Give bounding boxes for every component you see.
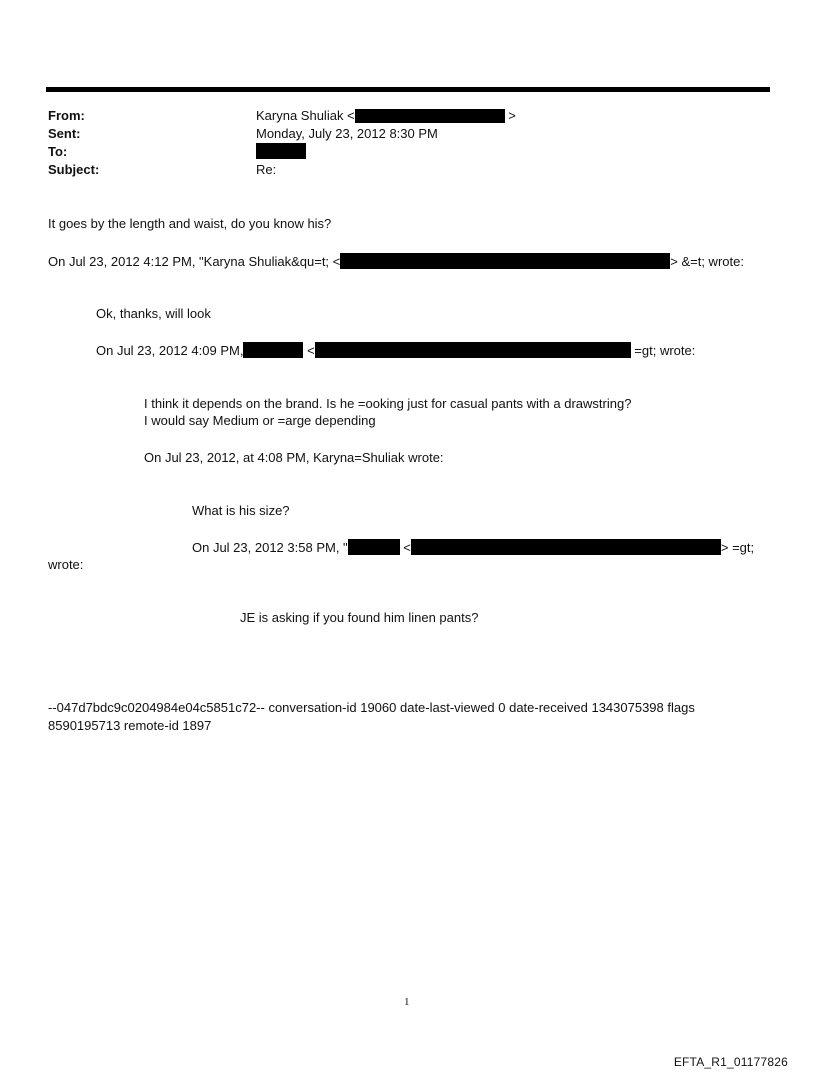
to-value (256, 143, 306, 161)
page-number: 1 (404, 996, 410, 1008)
body-line: I would say Medium or =arge depending (144, 413, 376, 428)
header-rule (46, 87, 770, 92)
bates-number: EFTA_R1_01177826 (673, 1055, 788, 1069)
sent-value: Monday, July 23, 2012 8:30 PM (256, 126, 438, 141)
from-close: > (508, 108, 516, 123)
quote-text: =gt; wrote: (634, 343, 696, 358)
subject-value: Re: (256, 162, 277, 177)
metadata-line: 8590195713 remote-id 1897 (48, 718, 212, 733)
redaction-box (340, 253, 670, 269)
redaction-box (411, 539, 721, 555)
quote-header (192, 539, 754, 556)
quote-header (96, 342, 695, 359)
quote-header-wrap: wrote: (48, 557, 84, 572)
quote-text: On Jul 23, 2012 4:09 PM, (96, 343, 244, 358)
from-name: Karyna Shuliak < (256, 108, 355, 123)
to-label: To: (48, 144, 68, 159)
sent-label: Sent: (48, 126, 81, 141)
quote-text: < (403, 540, 411, 555)
body-line: JE is asking if you found him linen pants? (240, 610, 479, 625)
quote-header (48, 253, 744, 270)
from-label: From: (48, 108, 85, 123)
redaction-box (256, 143, 306, 159)
quote-text: > &=t; wrote: (670, 254, 744, 269)
quote-text: On Jul 23, 2012 4:12 PM, "Karyna Shuliak&qu=t; < (48, 254, 341, 269)
redaction-box (243, 342, 303, 358)
from-value (256, 107, 516, 125)
quote-text: > =gt; (720, 540, 755, 555)
redaction-box (315, 342, 631, 358)
subject-label: Subject: (48, 162, 100, 177)
quote-text: On Jul 23, 2012 3:58 PM, " (192, 540, 348, 555)
body-line: Ok, thanks, will look (96, 306, 211, 321)
redaction-box (348, 539, 400, 555)
redaction-box (355, 109, 505, 123)
metadata-line: --047d7bdc9c0204984e04c5851c72-- conversation-id 19060 date-last-viewed 0 date-received 1343075398 flags (48, 700, 695, 715)
body-line: I think it depends on the brand. Is he =ooking just for casual pants with a drawstring? (144, 396, 632, 411)
body-line: What is his size? (192, 503, 290, 518)
body-line: It goes by the length and waist, do you know his? (48, 216, 332, 231)
quote-text: < (307, 343, 315, 358)
quote-header: On Jul 23, 2012, at 4:08 PM, Karyna=Shuliak wrote: (144, 450, 444, 465)
